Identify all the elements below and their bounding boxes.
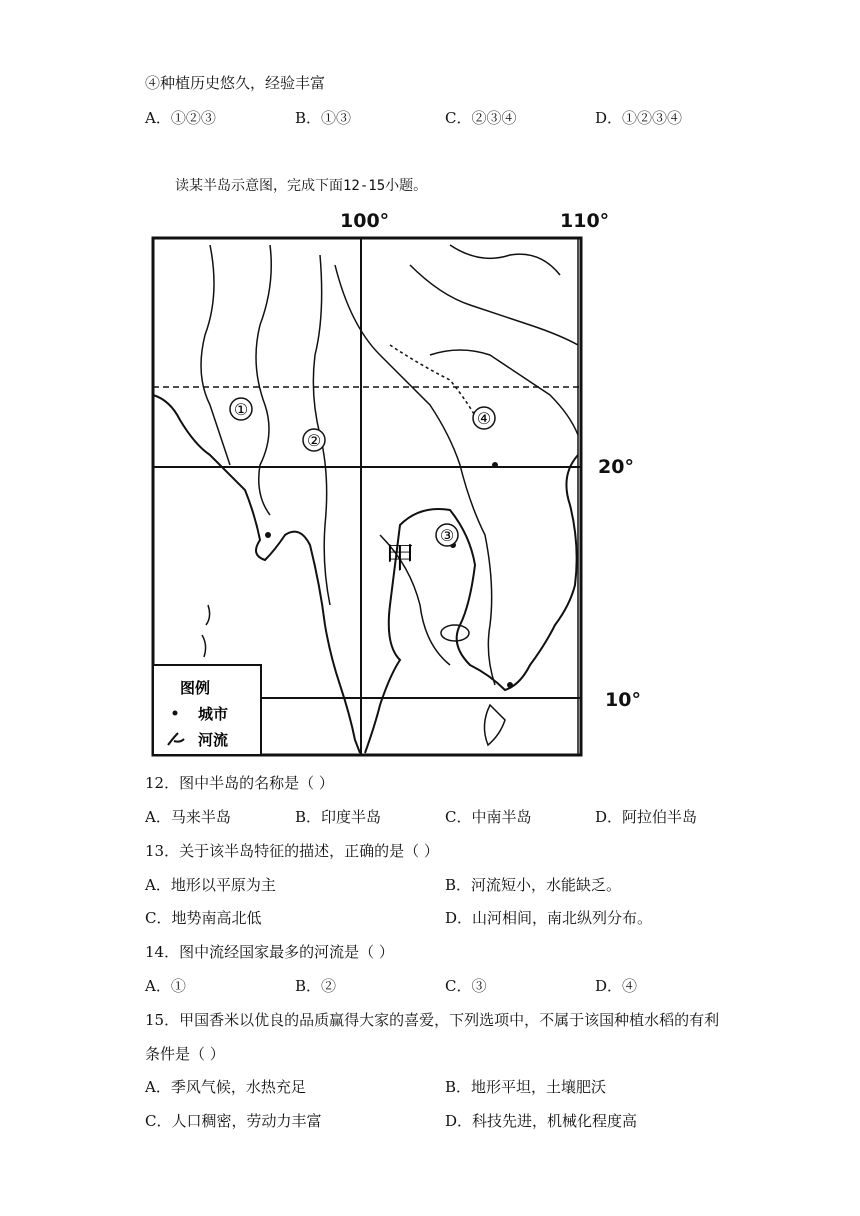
question-15-stem-line1: 15．甲国香米以优良的品质赢得大家的喜爱，下列选项中，不属于该国种植水稻的有利 <box>145 1011 720 1029</box>
svg-text:④: ④ <box>476 409 492 428</box>
marker-1 <box>230 398 252 420</box>
q12-option-c: C．中南半岛 <box>445 808 532 826</box>
lat-label-10: 10° <box>605 689 641 711</box>
q14-option-d: D．④ <box>595 977 638 995</box>
question-12-stem: 12．图中半岛的名称是（ ） <box>145 774 334 792</box>
marker-3 <box>436 524 458 546</box>
country-label: 甲 <box>385 541 415 576</box>
map-figure <box>150 205 590 757</box>
q15-option-b: B．地形平坦，土壤肥沃 <box>445 1078 607 1096</box>
map-legend <box>153 665 261 755</box>
q15-option-d: D．科技先进，机械化程度高 <box>445 1112 638 1130</box>
q14-option-b: B．② <box>295 977 337 995</box>
q12-option-d: D．阿拉伯半岛 <box>595 808 698 826</box>
lon-label-100: 100° <box>340 210 390 232</box>
prev-question-tail: ④种植历史悠久，经验丰富 <box>145 74 326 92</box>
q15-option-c: C．人口稠密，劳动力丰富 <box>145 1112 322 1130</box>
legend-river: 河流 <box>198 731 229 749</box>
q13-option-c: C．地势南高北低 <box>145 909 262 927</box>
marker-4 <box>473 407 495 429</box>
q13-option-a: A．地形以平原为主 <box>145 876 276 894</box>
question-14-stem: 14．图中流经国家最多的河流是（ ） <box>145 943 394 961</box>
prev-option-b: B．①③ <box>295 109 352 127</box>
prev-option-a: A．①②③ <box>145 109 216 127</box>
lon-label-110: 110° <box>560 210 610 232</box>
q13-option-b: B．河流短小，水能缺乏。 <box>445 876 622 894</box>
question-13-stem: 13．关于该半岛特征的描述，正确的是（ ） <box>145 842 439 860</box>
q12-option-b: B．印度半岛 <box>295 808 382 826</box>
marker-2 <box>303 429 325 451</box>
peninsula-map <box>150 205 610 757</box>
svg-text:②: ② <box>306 431 322 450</box>
svg-text:①: ① <box>233 400 249 419</box>
q14-option-c: C．③ <box>445 977 487 995</box>
lat-label-20: 20° <box>598 456 634 478</box>
q13-option-d: D．山河相间，南北纵列分布。 <box>445 909 653 927</box>
city-dot-icon <box>173 711 178 716</box>
svg-text:③: ③ <box>439 526 455 545</box>
q12-option-a: A．马来半岛 <box>145 808 231 826</box>
prev-option-c: C．②③④ <box>445 109 517 127</box>
intro-text: 读某半岛示意图，完成下面12-15小题。 <box>175 178 428 194</box>
q14-option-a: A．① <box>145 977 186 995</box>
q15-option-a: A．季风气候，水热充足 <box>145 1078 306 1096</box>
question-15-stem-line2: 条件是（ ） <box>145 1045 225 1063</box>
legend-city: 城市 <box>198 705 229 723</box>
prev-option-d: D．①②③④ <box>595 109 683 127</box>
legend-title: 图例 <box>180 679 211 697</box>
